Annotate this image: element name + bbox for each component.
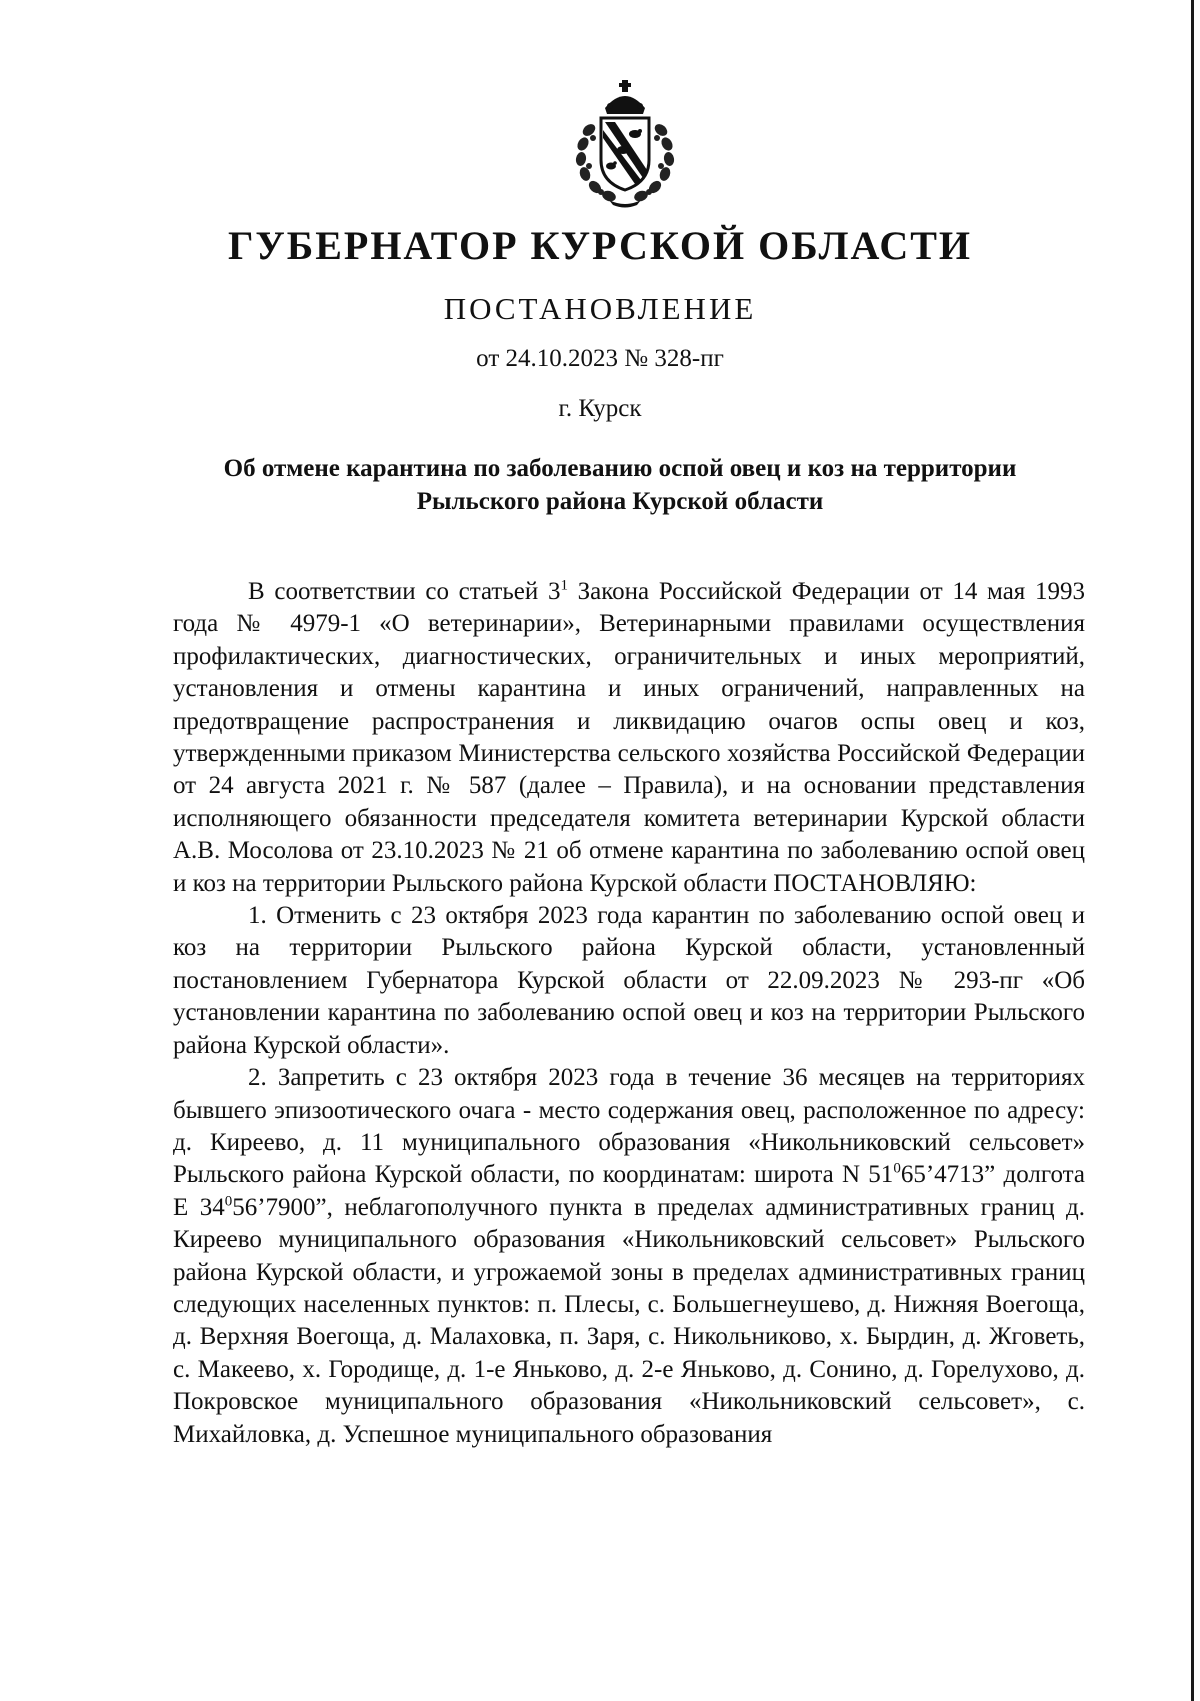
document-city: г. Курск — [558, 395, 642, 422]
item-2-text-middle: 65’4713” долгота E 34 — [173, 1161, 1085, 1221]
intro-text-start: В соответствии со статьей 3 — [248, 578, 561, 605]
document-date-number: от 24.10.2023 № 328-пг — [476, 345, 724, 372]
latitude-degree-sign: 0 — [893, 1160, 901, 1177]
issuer-heading: ГУБЕРНАТОР КУРСКОЙ ОБЛАСТИ — [227, 223, 973, 268]
longitude-degree-sign: 0 — [224, 1193, 233, 1210]
document-type: ПОСТАНОВЛЕНИЕ — [443, 291, 757, 326]
intro-paragraph — [173, 576, 1085, 900]
item-2-text-end: 56’7900”, неблагополучного пункта в пределах административных границ д. Киреево муниципального образования «Никольниковский сельсовет» Рыльского района Курской области, и угрожаемой зоны в пределах административных границ следующих населенных пунктов: п. Плесы, с. Большегнеушево, д. Нижняя Воегоща, д. Верхняя Воегоща, д. Малаховка, п. Заря, с. Никольниково, х. Бырдин, д. Жговеть, с. Макеево, х. Городище, д. 1-е Яньково, д. 2-е Яньково, д. Сонино, д. Горелухово, д. Покровское муниципального образования «Никольниковский сельсовет», с. Михайловка, д. Успешное муниципального образования — [173, 1193, 1085, 1448]
article-superscript: 1 — [560, 577, 568, 594]
item-2-text-start: 2. Запретить с 23 октября 2023 года в течение 36 месяцев на территориях бывшего эпизоотического очага - место содержания овец, расположенное по адресу: д. Киреево, д. 11 муниципального образования «Никольниковский сельсовет» Рыльского района Курской области, по координатам: широта N 51 — [173, 1064, 1085, 1189]
item-1-paragraph: 1. Отменить с 23 октября 2023 года карантин по заболеванию оспой овец и коз на территории Рыльского района Курской области, установленный постановлением Губернатора Курской области от 22.09.2023 № 293-пг «Об установлении карантина по заболеванию оспой овец и коз на территории Рыльского района Курской области». — [173, 902, 1085, 1059]
document-title: Об отмене карантина по заболеванию оспой овец и коз на территории Рыльского района Курской области — [223, 455, 1017, 515]
item-2-paragraph — [173, 1062, 1085, 1451]
coat-of-arms-icon — [565, 78, 685, 208]
document-body — [173, 576, 1085, 1451]
intro-text-rest: Закона Российской Федерации от 14 мая 1993 года № 4979-1 «О ветеринарии», Ветеринарными правилами осуществления профилактических, диагностических, ограничительных и иных мероприятий, установления и отмены карантина и иных ограничений, направленных на предотвращение распространения и ликвидацию очагов оспы овец и коз, утвержденными приказом Министерства сельского хозяйства Российской Федерации от 24 августа 2021 г. № 587 (далее – Правила), и на основании представления исполняющего обязанности председателя комитета ветеринарии Курской области А.В. Мосолова от 23.10.2023 № 21 об отмене карантина по заболеванию оспой овец и коз на территории Рыльского района Курской области ПОСТАНОВЛЯЮ: — [173, 578, 1085, 897]
